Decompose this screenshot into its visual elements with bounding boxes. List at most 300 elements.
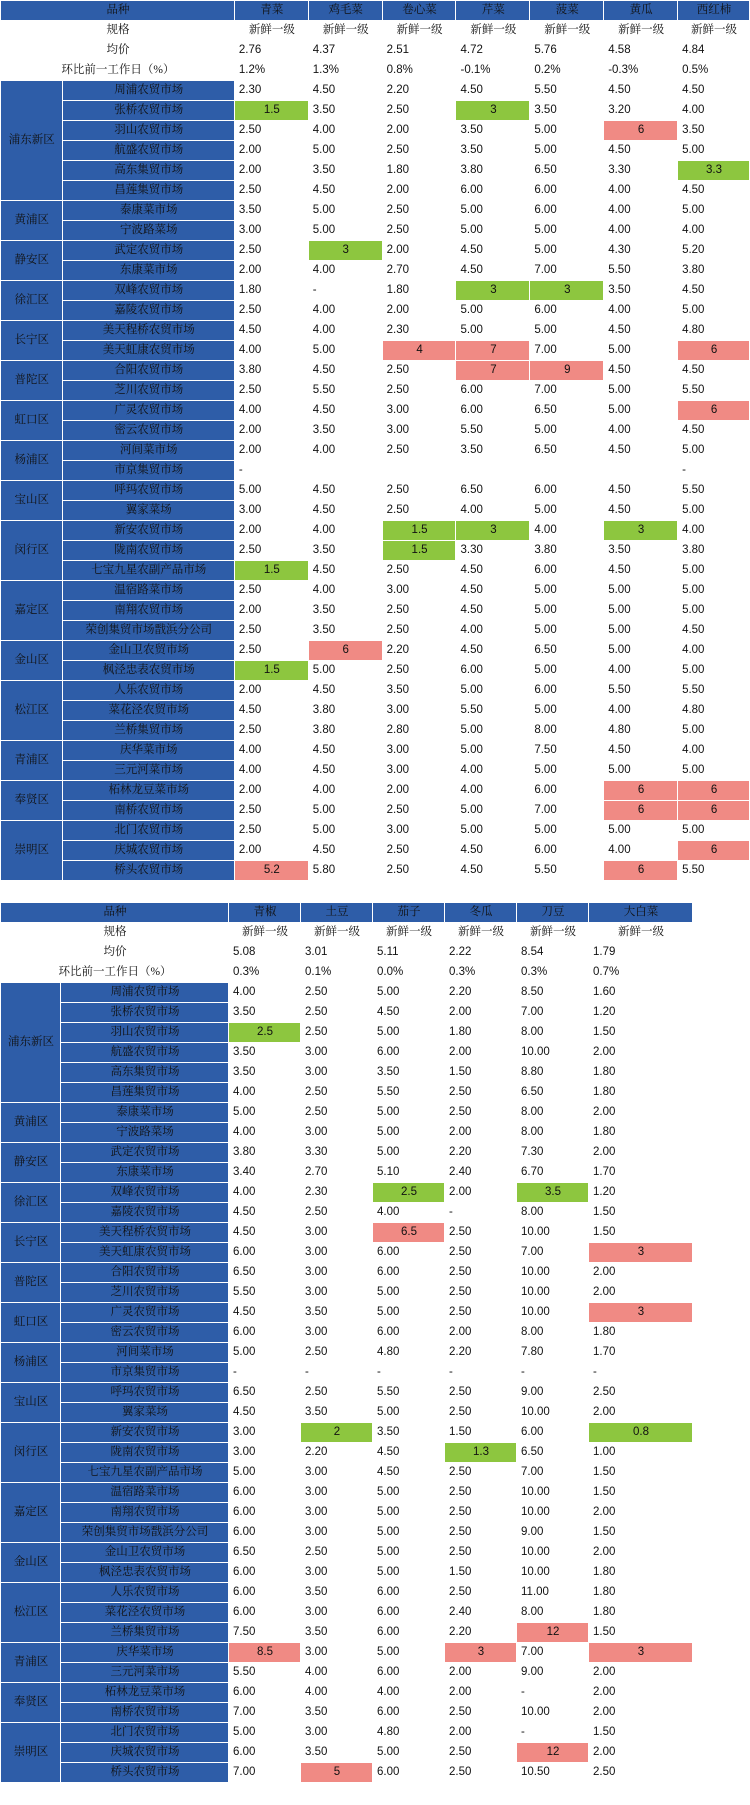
market-name: 泰康菜市场 bbox=[62, 201, 234, 221]
table-row bbox=[1, 1083, 693, 1103]
price-cell: 3 bbox=[456, 101, 530, 121]
price-cell: 3.50 bbox=[301, 1583, 373, 1603]
price-cell: 4.00 bbox=[234, 761, 308, 781]
table-row bbox=[1, 1283, 693, 1303]
price-cell: 1.50 bbox=[445, 1563, 517, 1583]
price-cell: 4.50 bbox=[373, 1443, 445, 1463]
price-cell: 2.50 bbox=[445, 1463, 517, 1483]
price-cell: - bbox=[445, 1203, 517, 1223]
price-cell: 4.00 bbox=[604, 301, 678, 321]
market-name: 七宝九星农副产品市场 bbox=[62, 561, 234, 581]
product-name: 茄子 bbox=[373, 903, 445, 923]
price-cell: 4.00 bbox=[456, 621, 530, 641]
price-cell: 5.00 bbox=[308, 141, 382, 161]
product-name: 青椒 bbox=[229, 903, 301, 923]
price-cell: 4.00 bbox=[308, 261, 382, 281]
table-row bbox=[1, 101, 750, 121]
price-cell: 2.50 bbox=[445, 1223, 517, 1243]
price-cell: 2.5 bbox=[229, 1023, 301, 1043]
price-cell: 2.50 bbox=[445, 1763, 517, 1783]
price-cell: 4.00 bbox=[373, 1203, 445, 1223]
product-name: 刀豆 bbox=[517, 903, 589, 923]
price-cell: 2.00 bbox=[382, 181, 456, 201]
price-cell: 4.00 bbox=[373, 1683, 445, 1703]
price-cell: 2.50 bbox=[382, 361, 456, 381]
avg-value: 5.08 bbox=[229, 943, 301, 963]
change-value: 0.8% bbox=[382, 61, 456, 81]
price-cell: 5.00 bbox=[604, 621, 678, 641]
product-name: 芹菜 bbox=[456, 1, 530, 21]
market-name: 美天程桥农贸市场 bbox=[62, 321, 234, 341]
district-name: 金山区 bbox=[1, 1543, 61, 1583]
price-cell: 3.00 bbox=[301, 1263, 373, 1283]
price-cell: - bbox=[308, 281, 382, 301]
avg-value: 2.76 bbox=[234, 41, 308, 61]
price-cell: 10.00 bbox=[517, 1483, 589, 1503]
table-row bbox=[1, 381, 750, 401]
price-cell: 6 bbox=[678, 401, 750, 421]
price-cell: 10.00 bbox=[517, 1503, 589, 1523]
price-cell: 5.00 bbox=[678, 301, 750, 321]
market-name: 温宿路菜市场 bbox=[62, 581, 234, 601]
price-cell: 4.00 bbox=[678, 741, 750, 761]
price-cell: 2.50 bbox=[301, 1103, 373, 1123]
price-cell: 5.00 bbox=[678, 201, 750, 221]
price-cell: 9.00 bbox=[517, 1523, 589, 1543]
price-cell: 2.50 bbox=[234, 801, 308, 821]
price-cell: 3 bbox=[445, 1643, 517, 1663]
table-row bbox=[1, 521, 750, 541]
avg-value: 2.22 bbox=[445, 943, 517, 963]
price-cell: 6.00 bbox=[456, 661, 530, 681]
price-cell: 4.00 bbox=[308, 441, 382, 461]
price-cell: 6.00 bbox=[456, 381, 530, 401]
price-cell: 4.50 bbox=[308, 761, 382, 781]
price-cell: 3.00 bbox=[301, 1603, 373, 1623]
table-row bbox=[1, 801, 750, 821]
market-name: 庆华菜市场 bbox=[62, 741, 234, 761]
price-cell: - bbox=[445, 1363, 517, 1383]
spec-value: 新鲜一级 bbox=[456, 21, 530, 41]
table-row bbox=[1, 201, 750, 221]
market-name: 昌莲集贸市场 bbox=[62, 181, 234, 201]
price-cell: 2.20 bbox=[382, 641, 456, 661]
price-cell: 2.50 bbox=[234, 621, 308, 641]
change-value: 1.3% bbox=[308, 61, 382, 81]
price-cell: 6.00 bbox=[373, 1663, 445, 1683]
price-cell: 3.50 bbox=[373, 1423, 445, 1443]
market-name: 广灵农贸市场 bbox=[62, 401, 234, 421]
district-name: 徐汇区 bbox=[1, 281, 63, 321]
price-cell: 6.00 bbox=[229, 1243, 301, 1263]
product-name: 冬瓜 bbox=[445, 903, 517, 923]
price-cell: 4.50 bbox=[373, 1003, 445, 1023]
price-cell: 4.50 bbox=[308, 401, 382, 421]
market-name: 合阳农贸市场 bbox=[62, 361, 234, 381]
price-cell: 2.50 bbox=[382, 801, 456, 821]
market-name: 翼家菜场 bbox=[62, 501, 234, 521]
price-cell: 4.50 bbox=[456, 581, 530, 601]
market-name: 三元河菜市场 bbox=[61, 1663, 229, 1683]
table-row bbox=[1, 1763, 693, 1783]
table-row bbox=[1, 761, 750, 781]
table-row bbox=[1, 441, 750, 461]
price-cell: 6.50 bbox=[530, 401, 604, 421]
price-cell: 4.80 bbox=[373, 1723, 445, 1743]
price-cell bbox=[308, 461, 382, 481]
price-cell: 3 bbox=[530, 281, 604, 301]
price-cell: 3 bbox=[308, 241, 382, 261]
price-cell: 6 bbox=[678, 781, 750, 801]
price-cell: 5.00 bbox=[530, 121, 604, 141]
price-cell: 3.50 bbox=[229, 1003, 301, 1023]
avg-value: 5.11 bbox=[373, 943, 445, 963]
price-cell: 6 bbox=[604, 861, 678, 881]
price-cell: 2.50 bbox=[382, 561, 456, 581]
price-cell: 10.50 bbox=[517, 1763, 589, 1783]
price-cell: 8.00 bbox=[530, 721, 604, 741]
table-row bbox=[1, 481, 750, 501]
district-name: 虹口区 bbox=[1, 1303, 61, 1343]
market-name: 周浦农贸市场 bbox=[61, 983, 229, 1003]
avg-value: 4.58 bbox=[604, 41, 678, 61]
table-row bbox=[1, 221, 750, 241]
price-cell: 5.50 bbox=[456, 701, 530, 721]
table-row bbox=[1, 661, 750, 681]
price-cell: 6 bbox=[604, 121, 678, 141]
district-name: 奉贤区 bbox=[1, 1683, 61, 1723]
price-cell: 2.00 bbox=[445, 1663, 517, 1683]
price-cell: 5.00 bbox=[373, 983, 445, 1003]
price-cell: 3.30 bbox=[301, 1143, 373, 1163]
price-table-2 bbox=[0, 902, 693, 1783]
market-name: 市京集贸市场 bbox=[62, 461, 234, 481]
price-cell bbox=[530, 461, 604, 481]
price-cell: 2.00 bbox=[234, 421, 308, 441]
market-name: 高东集贸市场 bbox=[62, 161, 234, 181]
price-cell: 2.50 bbox=[445, 1523, 517, 1543]
price-cell: 2 bbox=[301, 1423, 373, 1443]
price-cell: 4.50 bbox=[229, 1303, 301, 1323]
district-name: 浦东新区 bbox=[1, 983, 61, 1103]
avg-label: 均价 bbox=[1, 41, 235, 61]
price-cell: 1.20 bbox=[589, 1003, 693, 1023]
price-cell: 1.5 bbox=[234, 661, 308, 681]
price-cell: 2.00 bbox=[382, 781, 456, 801]
product-name: 黄瓜 bbox=[604, 1, 678, 21]
avg-value: 8.54 bbox=[517, 943, 589, 963]
market-name: 南翔农贸市场 bbox=[62, 601, 234, 621]
market-name: 兰桥集贸市场 bbox=[62, 721, 234, 741]
price-cell: 6.00 bbox=[530, 201, 604, 221]
price-cell: 5.80 bbox=[308, 861, 382, 881]
price-cell: 7 bbox=[456, 361, 530, 381]
price-cell: 7.00 bbox=[530, 381, 604, 401]
price-cell: 5.00 bbox=[373, 1503, 445, 1523]
price-cell: 6.00 bbox=[229, 1323, 301, 1343]
price-cell: 6.00 bbox=[530, 681, 604, 701]
price-cell: 4.80 bbox=[678, 321, 750, 341]
price-cell: 5.50 bbox=[530, 861, 604, 881]
price-cell: 3 bbox=[589, 1643, 693, 1663]
price-cell: 5.00 bbox=[229, 1343, 301, 1363]
price-cell: 4.50 bbox=[234, 701, 308, 721]
table-row bbox=[1, 1103, 693, 1123]
price-cell: 2.00 bbox=[234, 261, 308, 281]
spec-value: 新鲜一级 bbox=[589, 923, 693, 943]
price-cell: 5.00 bbox=[678, 441, 750, 461]
price-cell: 2.00 bbox=[589, 1403, 693, 1423]
price-cell: 7.00 bbox=[530, 261, 604, 281]
price-cell: 2.50 bbox=[301, 1343, 373, 1363]
price-cell: 3.00 bbox=[382, 761, 456, 781]
market-name: 枫泾忠表农贸市场 bbox=[61, 1563, 229, 1583]
market-name: 庆城农贸市场 bbox=[61, 1743, 229, 1763]
market-name: 枫泾忠表农贸市场 bbox=[62, 661, 234, 681]
price-cell: 3.00 bbox=[301, 1523, 373, 1543]
price-cell: 2.50 bbox=[445, 1283, 517, 1303]
table-row bbox=[1, 781, 750, 801]
price-cell: 6.5 bbox=[373, 1223, 445, 1243]
price-cell: 5.50 bbox=[678, 681, 750, 701]
table-row bbox=[1, 1323, 693, 1343]
price-cell: 5.00 bbox=[530, 141, 604, 161]
spec-value: 新鲜一级 bbox=[308, 21, 382, 41]
price-cell: 6.00 bbox=[229, 1743, 301, 1763]
change-value: 0.0% bbox=[373, 963, 445, 983]
price-cell: 6.00 bbox=[530, 481, 604, 501]
table-row bbox=[1, 1703, 693, 1723]
price-cell: 2.50 bbox=[445, 1303, 517, 1323]
market-name: 南翔农贸市场 bbox=[61, 1503, 229, 1523]
price-cell: 4.00 bbox=[456, 501, 530, 521]
price-cell: 2.50 bbox=[234, 641, 308, 661]
price-cell: 3.00 bbox=[301, 1483, 373, 1503]
price-cell: 4.00 bbox=[604, 701, 678, 721]
price-cell: 3.50 bbox=[456, 121, 530, 141]
price-cell: 5.00 bbox=[373, 1483, 445, 1503]
price-cell: 2.50 bbox=[234, 121, 308, 141]
price-cell: 3.00 bbox=[382, 741, 456, 761]
price-cell: 5.00 bbox=[308, 201, 382, 221]
price-cell: 1.5 bbox=[382, 521, 456, 541]
price-cell: 6 bbox=[678, 801, 750, 821]
price-cell: 2.50 bbox=[382, 381, 456, 401]
price-cell: 4.50 bbox=[604, 321, 678, 341]
price-cell: 3.50 bbox=[604, 541, 678, 561]
price-cell: 6.70 bbox=[517, 1163, 589, 1183]
price-cell: 5.50 bbox=[678, 861, 750, 881]
price-cell: 5.00 bbox=[678, 761, 750, 781]
price-cell: 5.00 bbox=[678, 141, 750, 161]
price-cell: 5.50 bbox=[604, 681, 678, 701]
price-cell: 4.00 bbox=[234, 341, 308, 361]
price-cell: 7 bbox=[456, 341, 530, 361]
price-cell: 6.00 bbox=[530, 301, 604, 321]
price-cell: 2.00 bbox=[589, 1683, 693, 1703]
price-cell: 3 bbox=[456, 521, 530, 541]
table-row bbox=[1, 1223, 693, 1243]
table-row bbox=[1, 341, 750, 361]
market-name: 东康菜市场 bbox=[62, 261, 234, 281]
table-row bbox=[1, 1403, 693, 1423]
change-value: 1.2% bbox=[234, 61, 308, 81]
district-name: 金山区 bbox=[1, 641, 63, 681]
price-cell: 6.50 bbox=[517, 1443, 589, 1463]
price-cell: 5.00 bbox=[530, 321, 604, 341]
change-value: -0.1% bbox=[456, 61, 530, 81]
price-cell: 9.00 bbox=[517, 1663, 589, 1683]
price-cell: - bbox=[517, 1723, 589, 1743]
table-row bbox=[1, 1263, 693, 1283]
price-cell: 5.00 bbox=[308, 221, 382, 241]
price-cell: 3.00 bbox=[301, 1323, 373, 1343]
price-cell: 7.50 bbox=[229, 1623, 301, 1643]
price-cell: 5.00 bbox=[530, 501, 604, 521]
price-cell: 4.00 bbox=[678, 221, 750, 241]
market-name: 南桥农贸市场 bbox=[62, 801, 234, 821]
market-name: 呼玛农贸市场 bbox=[62, 481, 234, 501]
price-cell: 3.80 bbox=[234, 361, 308, 381]
price-cell: 4.00 bbox=[229, 1083, 301, 1103]
price-cell: 2.50 bbox=[234, 381, 308, 401]
price-cell: 2.50 bbox=[234, 721, 308, 741]
district-name: 闵行区 bbox=[1, 521, 63, 581]
price-cell: 8.80 bbox=[517, 1063, 589, 1083]
avg-value: 1.79 bbox=[589, 943, 693, 963]
price-cell: 3.00 bbox=[234, 501, 308, 521]
product-name: 卷心菜 bbox=[382, 1, 456, 21]
market-name: 航盛农贸市场 bbox=[61, 1043, 229, 1063]
district-name: 杨浦区 bbox=[1, 441, 63, 481]
price-cell: 4.80 bbox=[373, 1343, 445, 1363]
table-row bbox=[1, 601, 750, 621]
price-cell: 4.50 bbox=[308, 741, 382, 761]
price-cell: 4.50 bbox=[456, 601, 530, 621]
price-cell: 2.00 bbox=[234, 141, 308, 161]
price-cell: 3.30 bbox=[456, 541, 530, 561]
price-cell: 4.50 bbox=[229, 1223, 301, 1243]
spec-value: 新鲜一级 bbox=[604, 21, 678, 41]
price-cell: 8.5 bbox=[229, 1643, 301, 1663]
price-cell: 2.30 bbox=[301, 1183, 373, 1203]
price-cell: 4.50 bbox=[456, 261, 530, 281]
price-cell: 5.00 bbox=[530, 661, 604, 681]
price-cell: 3.50 bbox=[456, 141, 530, 161]
market-name: 高东集贸市场 bbox=[61, 1063, 229, 1083]
price-cell: 2.50 bbox=[445, 1483, 517, 1503]
price-cell: 2.00 bbox=[234, 521, 308, 541]
avg-value: 4.37 bbox=[308, 41, 382, 61]
table-row bbox=[1, 861, 750, 881]
market-name: 宁波路菜场 bbox=[61, 1123, 229, 1143]
spec-value: 新鲜一级 bbox=[517, 923, 589, 943]
price-cell: 2.00 bbox=[589, 1263, 693, 1283]
price-cell: 4.50 bbox=[308, 81, 382, 101]
price-cell: 4.30 bbox=[604, 241, 678, 261]
market-name: 密云农贸市场 bbox=[62, 421, 234, 441]
price-cell: 2.70 bbox=[382, 261, 456, 281]
price-cell: 3.00 bbox=[234, 221, 308, 241]
price-cell: 2.50 bbox=[382, 481, 456, 501]
market-name: 河间菜市场 bbox=[61, 1343, 229, 1363]
price-cell: 2.50 bbox=[445, 1703, 517, 1723]
market-name: 张桥农贸市场 bbox=[61, 1003, 229, 1023]
price-table-1 bbox=[0, 0, 750, 881]
price-cell: 6.00 bbox=[456, 181, 530, 201]
price-cell: 5.00 bbox=[530, 241, 604, 261]
price-cell: 4.50 bbox=[229, 1203, 301, 1223]
price-cell: 4.00 bbox=[678, 521, 750, 541]
price-cell: 4.00 bbox=[678, 641, 750, 661]
price-cell: 1.50 bbox=[589, 1203, 693, 1223]
price-cell: 4.50 bbox=[456, 641, 530, 661]
price-cell: 2.50 bbox=[445, 1263, 517, 1283]
product-name: 鸡毛菜 bbox=[308, 1, 382, 21]
price-cell: 1.50 bbox=[589, 1723, 693, 1743]
price-cell: 5.00 bbox=[373, 1303, 445, 1323]
price-cell: 4.00 bbox=[604, 221, 678, 241]
market-name: 人乐农贸市场 bbox=[61, 1583, 229, 1603]
price-cell: 4.50 bbox=[604, 501, 678, 521]
district-name: 静安区 bbox=[1, 1143, 61, 1183]
table-row bbox=[1, 561, 750, 581]
market-name: 七宝九星农副产品市场 bbox=[61, 1463, 229, 1483]
price-cell: 2.20 bbox=[445, 1623, 517, 1643]
price-cell: 8.00 bbox=[517, 1123, 589, 1143]
table-row bbox=[1, 1423, 693, 1443]
price-cell: 4.00 bbox=[308, 301, 382, 321]
market-name: 芝川农贸市场 bbox=[61, 1283, 229, 1303]
price-cell: 6.50 bbox=[229, 1543, 301, 1563]
price-cell: 5.00 bbox=[234, 481, 308, 501]
price-cell: 4.00 bbox=[604, 201, 678, 221]
price-cell: 5.00 bbox=[373, 1523, 445, 1543]
price-cell: 4.50 bbox=[308, 561, 382, 581]
district-name: 青浦区 bbox=[1, 1643, 61, 1683]
price-cell: 2.50 bbox=[445, 1743, 517, 1763]
district-name: 嘉定区 bbox=[1, 1483, 61, 1543]
district-name: 普陀区 bbox=[1, 1263, 61, 1303]
price-cell: 5.00 bbox=[678, 501, 750, 521]
price-cell: 7.30 bbox=[517, 1143, 589, 1163]
table-row bbox=[1, 321, 750, 341]
price-cell: 5.00 bbox=[456, 741, 530, 761]
table-row bbox=[1, 1343, 693, 1363]
price-cell: 4.00 bbox=[308, 781, 382, 801]
price-cell: 4.50 bbox=[604, 481, 678, 501]
price-cell: 1.70 bbox=[589, 1163, 693, 1183]
price-cell: 4.00 bbox=[301, 1663, 373, 1683]
change-value: 0.3% bbox=[517, 963, 589, 983]
price-cell: 2.50 bbox=[382, 441, 456, 461]
table-row bbox=[1, 1363, 693, 1383]
price-cell: 1.80 bbox=[234, 281, 308, 301]
price-cell: 2.50 bbox=[382, 841, 456, 861]
market-name: 温宿路菜市场 bbox=[61, 1483, 229, 1503]
change-value: 0.3% bbox=[229, 963, 301, 983]
market-name: 新安农贸市场 bbox=[62, 521, 234, 541]
price-cell: 7.00 bbox=[229, 1703, 301, 1723]
price-cell: 2.00 bbox=[445, 1123, 517, 1143]
price-cell: 6 bbox=[604, 781, 678, 801]
price-cell: 10.00 bbox=[517, 1263, 589, 1283]
table-row bbox=[1, 721, 750, 741]
price-cell: 5.50 bbox=[678, 481, 750, 501]
price-cell: 5.00 bbox=[373, 1023, 445, 1043]
avg-label: 均价 bbox=[1, 943, 229, 963]
price-cell: 2.50 bbox=[445, 1383, 517, 1403]
